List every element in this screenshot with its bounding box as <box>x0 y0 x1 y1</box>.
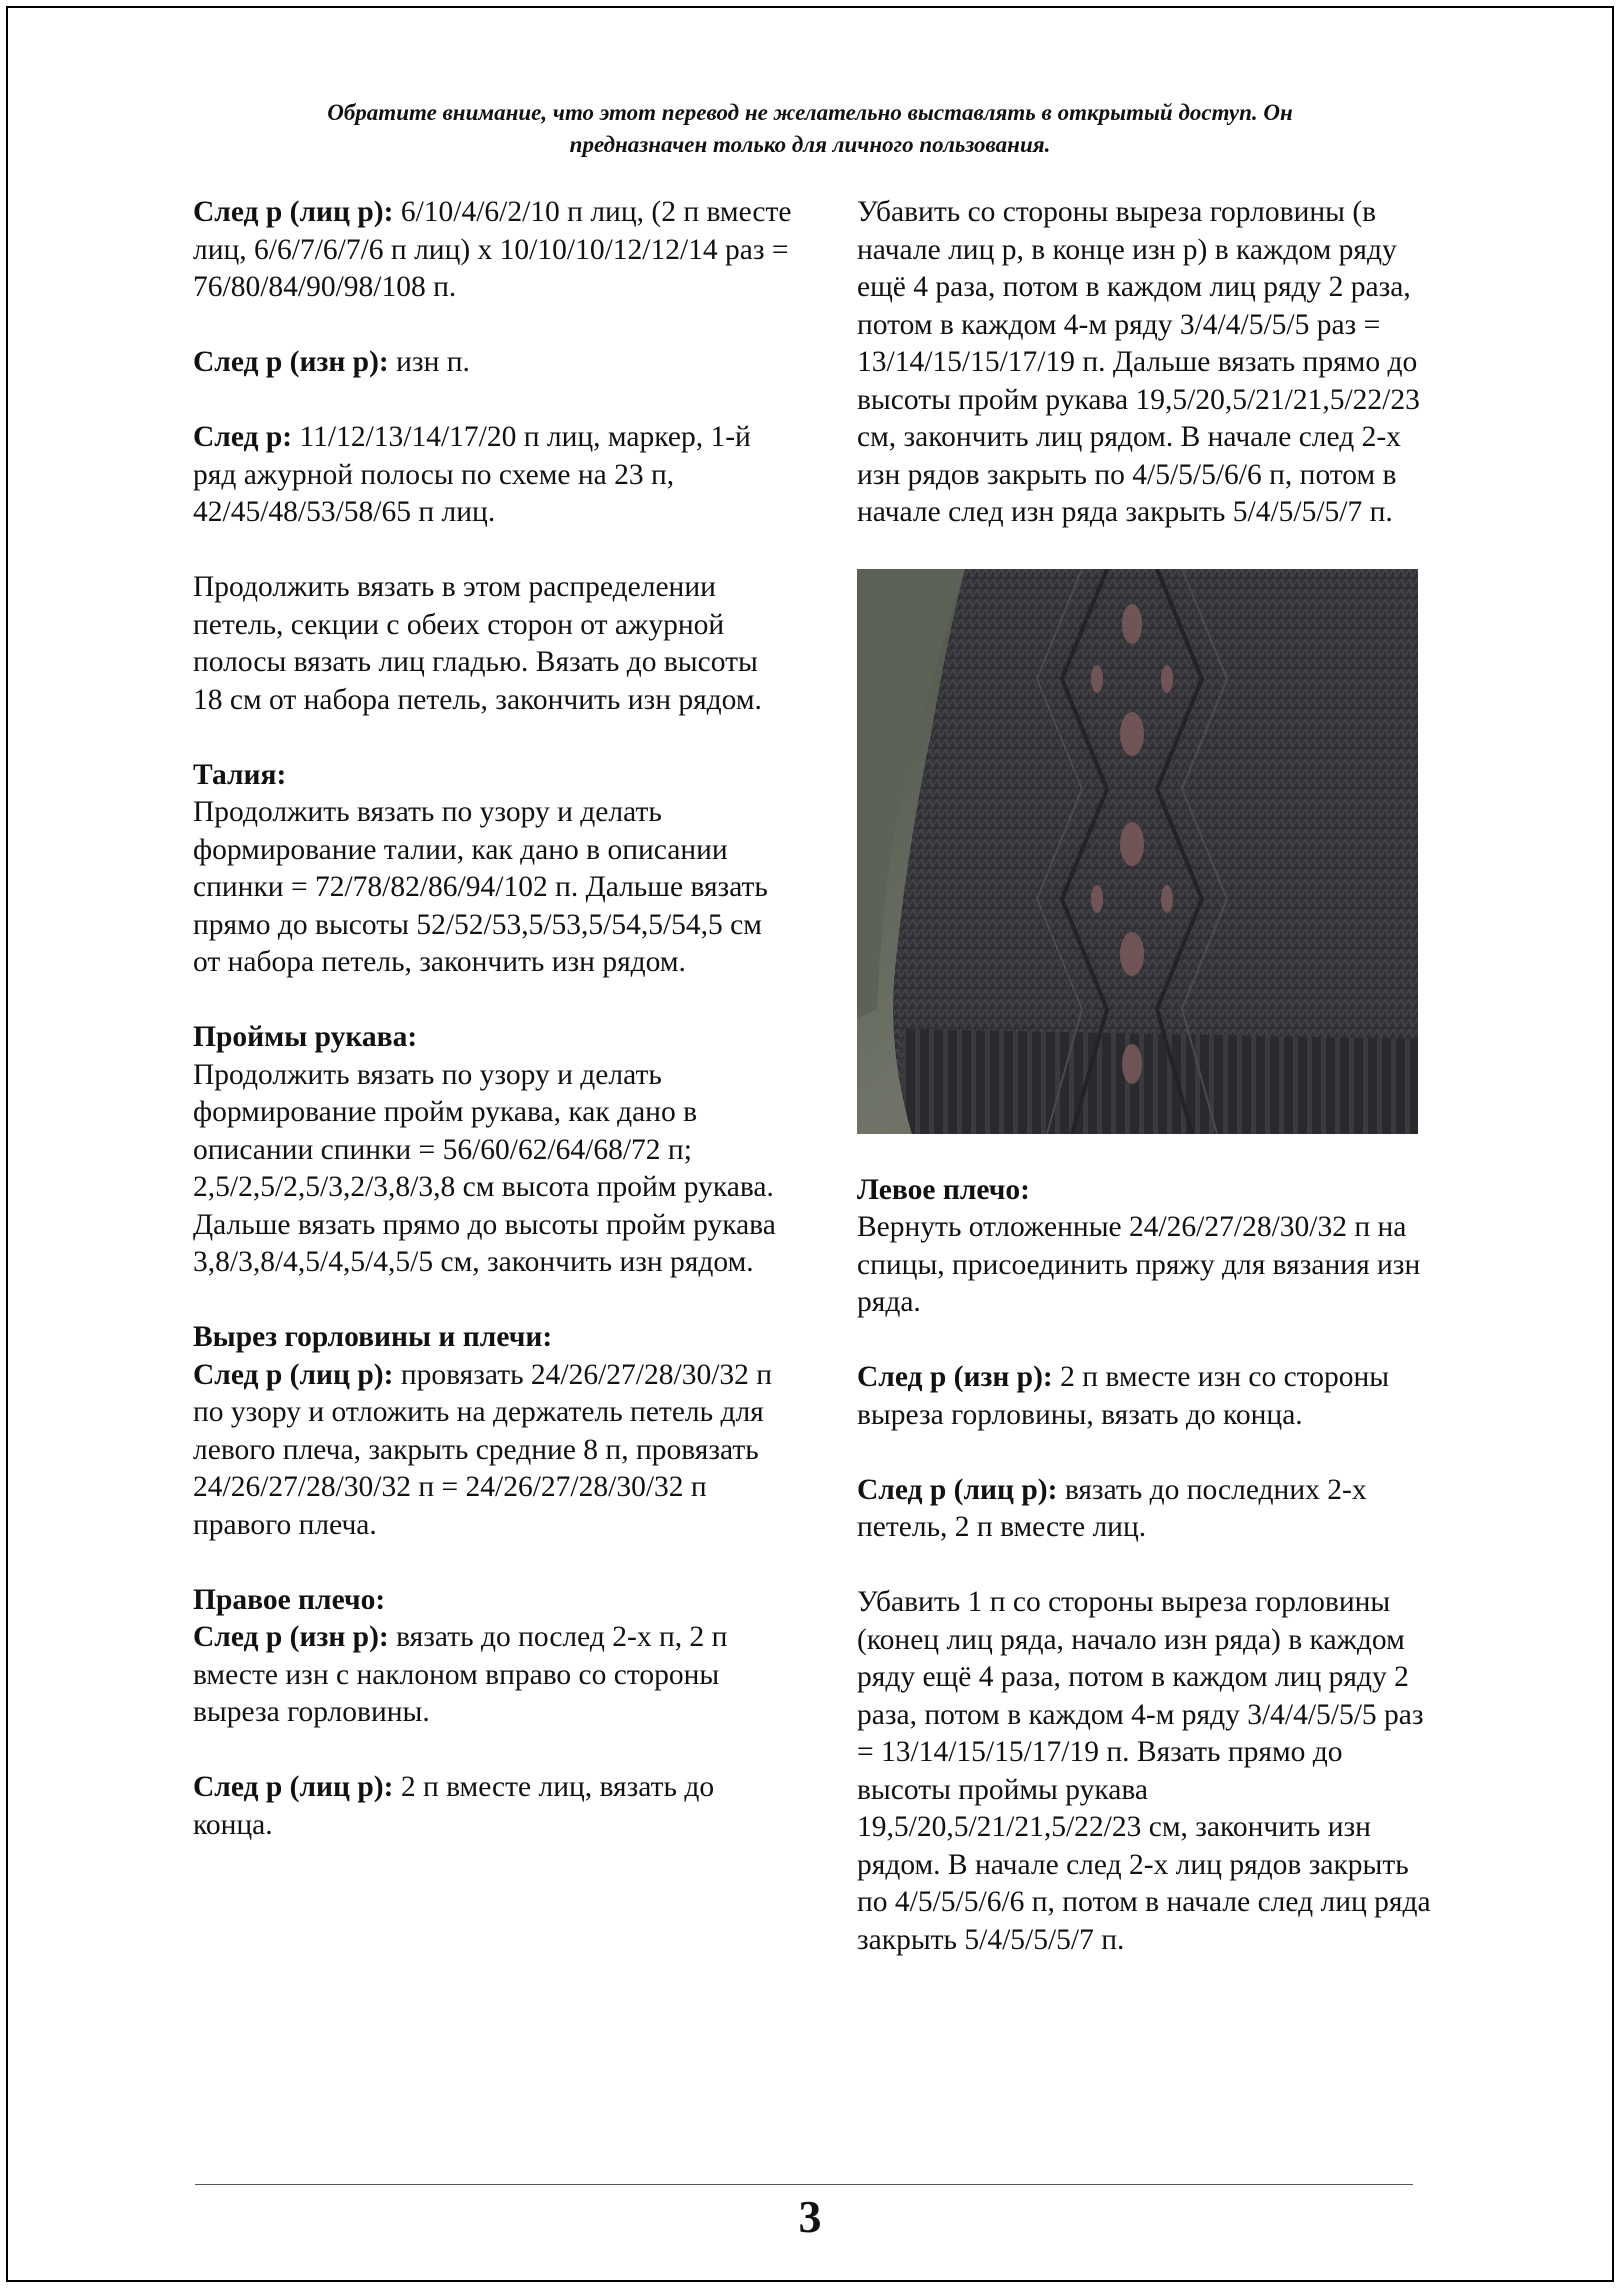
row-label: След р (изн р): <box>193 1621 389 1653</box>
notice-line-2: предназначен только для личного пользования. <box>569 132 1051 157</box>
paragraph-left-shoulder-decrease: Убавить 1 п со стороны выреза горловины (конец лиц ряда, начало изн ряда) в каждом ряду ещё 4 раза, потом в каждом лиц ряду 2 раза, потом в каждом 4-м ряду 3/4/4/5/5/5 раз = 13/14/15/15/17/19 п. Вязать прямо до высоты проймы рукава 19,5/20,5/21/21,5/22/23 см, закончить изн рядом. В начале след 2-х лиц рядов закрыть по 4/5/5/5/6/6 п, потом в начале след лиц ряда закрыть 5/4/5/5/5/7 п. <box>857 1586 1431 1956</box>
heading-left-shoulder: Левое плечо: <box>857 1173 1030 1206</box>
paragraph-neck-decrease: Убавить со стороны выреза горловины (в начале лиц р, в конце изн р) в каждом ряду ещё 4 раза, потом в каждом лиц ряду 2 раза, потом в каждом 4-м ряду 3/4/4/5/5/5 раз = 13/14/15/15/17/19 п. Дальше вязать прямо до высоты пройм рукава 19,5/20,5/21/21,5/22/23 см, закончить лиц рядом. В начале след 2-х изн рядов закрыть по 4/5/5/5/6/6 п, потом в начале след изн ряда закрыть 5/4/5/5/5/7 п. <box>857 196 1420 528</box>
paragraph-row-3 <box>193 419 793 532</box>
right-column <box>857 194 1437 1959</box>
row-text: провязать 24/26/27/28/30/32 п по узору и отложить на держатель петель для левого плеча, закрыть средние 8 п, провязать 24/26/27/28/30/32 п = 24/26/27/28/30/32 п правого плеча. <box>193 1358 773 1541</box>
row-text: вязать до последних 2-х петель, 2 п вместе лиц. <box>857 1473 1367 1543</box>
row-text: изн п. <box>388 346 470 378</box>
row-text: 2 п вместе изн со стороны выреза горловины, вязать до конца. <box>857 1361 1390 1431</box>
row-label: След р (лиц р): <box>193 196 394 228</box>
copyright-notice <box>160 97 1460 161</box>
row-label: След р: <box>193 421 293 453</box>
paragraph-continue: Продолжить вязать в этом распределении петель, секции с обеих сторон от ажурной полосы вязать лиц гладью. Вязать до высоты 18 см от набора петель, закончить изн рядом. <box>193 571 762 716</box>
notice-line-1: Обратите внимание, что этот перевод не желательно выставлять в открытый доступ. Он <box>327 100 1293 125</box>
row-label: След р (лиц р): <box>857 1473 1058 1506</box>
paragraph-waist: Продолжить вязать по узору и делать формирование талии, как дано в описании спинки = 72/78/82/86/94/102 п. Дальше вязать прямо до высоты 52/52/53,5/53,5/54,5/54,5 см от набора петель, закончить изн рядом. <box>193 796 768 978</box>
row-text: 6/10/4/6/2/10 п лиц, (2 п вместе лиц, 6/6/7/6/7/6 п лиц) х 10/10/10/12/12/14 раз = 76/80/84/90/98/108 п. <box>193 196 792 303</box>
heading-right-shoulder: Правое плечо: <box>193 1583 386 1616</box>
footer-divider <box>195 2184 1413 2185</box>
paragraph-left-shoulder-row-1 <box>857 1359 1437 1434</box>
paragraph-left-shoulder-row-2 <box>857 1472 1437 1547</box>
row-label: След р (изн р): <box>193 346 389 378</box>
paragraph-left-shoulder: Вернуть отложенные 24/26/27/28/30/32 п на спицы, присоединить пряжу для вязания изн ряда. <box>857 1211 1421 1318</box>
row-label: След р (изн р): <box>857 1361 1053 1393</box>
row-text: 2 п вместе лиц, вязать до конца. <box>193 1771 715 1841</box>
heading-armholes: Проймы рукава: <box>193 1021 418 1053</box>
paragraph-neckline <box>193 1357 793 1545</box>
heading-waist: Талия: <box>193 758 287 791</box>
left-column <box>193 194 793 1882</box>
paragraph-right-shoulder-row-1 <box>193 1619 793 1732</box>
paragraph-row-1 <box>193 194 793 307</box>
paragraph-right-shoulder-row-2 <box>193 1769 793 1844</box>
row-text: 11/12/13/14/17/20 п лиц, маркер, 1-й ряд ажурной полосы по схеме на 23 п, 42/45/48/53/58/65 п лиц. <box>193 421 751 528</box>
row-label: След р (лиц р): <box>193 1358 394 1391</box>
page-number: 3 <box>798 2191 822 2242</box>
heading-neckline-shoulders: Вырез горловины и плечи: <box>193 1321 553 1353</box>
row-text: вязать до послед 2-х п, 2 п вместе изн с наклоном вправо со стороны выреза горловины. <box>193 1621 728 1728</box>
row-label: След р (лиц р): <box>193 1771 394 1803</box>
paragraph-row-2 <box>193 344 793 382</box>
knitted-lace-panel-photo <box>857 569 1418 1134</box>
paragraph-armholes: Продолжить вязать по узору и делать формирование пройм рукава, как дано в описании спинки = 56/60/62/64/68/72 п; 2,5/2,5/2,5/3,2/3,8/3,8 см высота пройм рукава. Дальше вязать прямо до высоты пройм рукава 3,8/3,8/4,5/4,5/4,5/5 см, закончить изн рядом. <box>193 1058 776 1278</box>
